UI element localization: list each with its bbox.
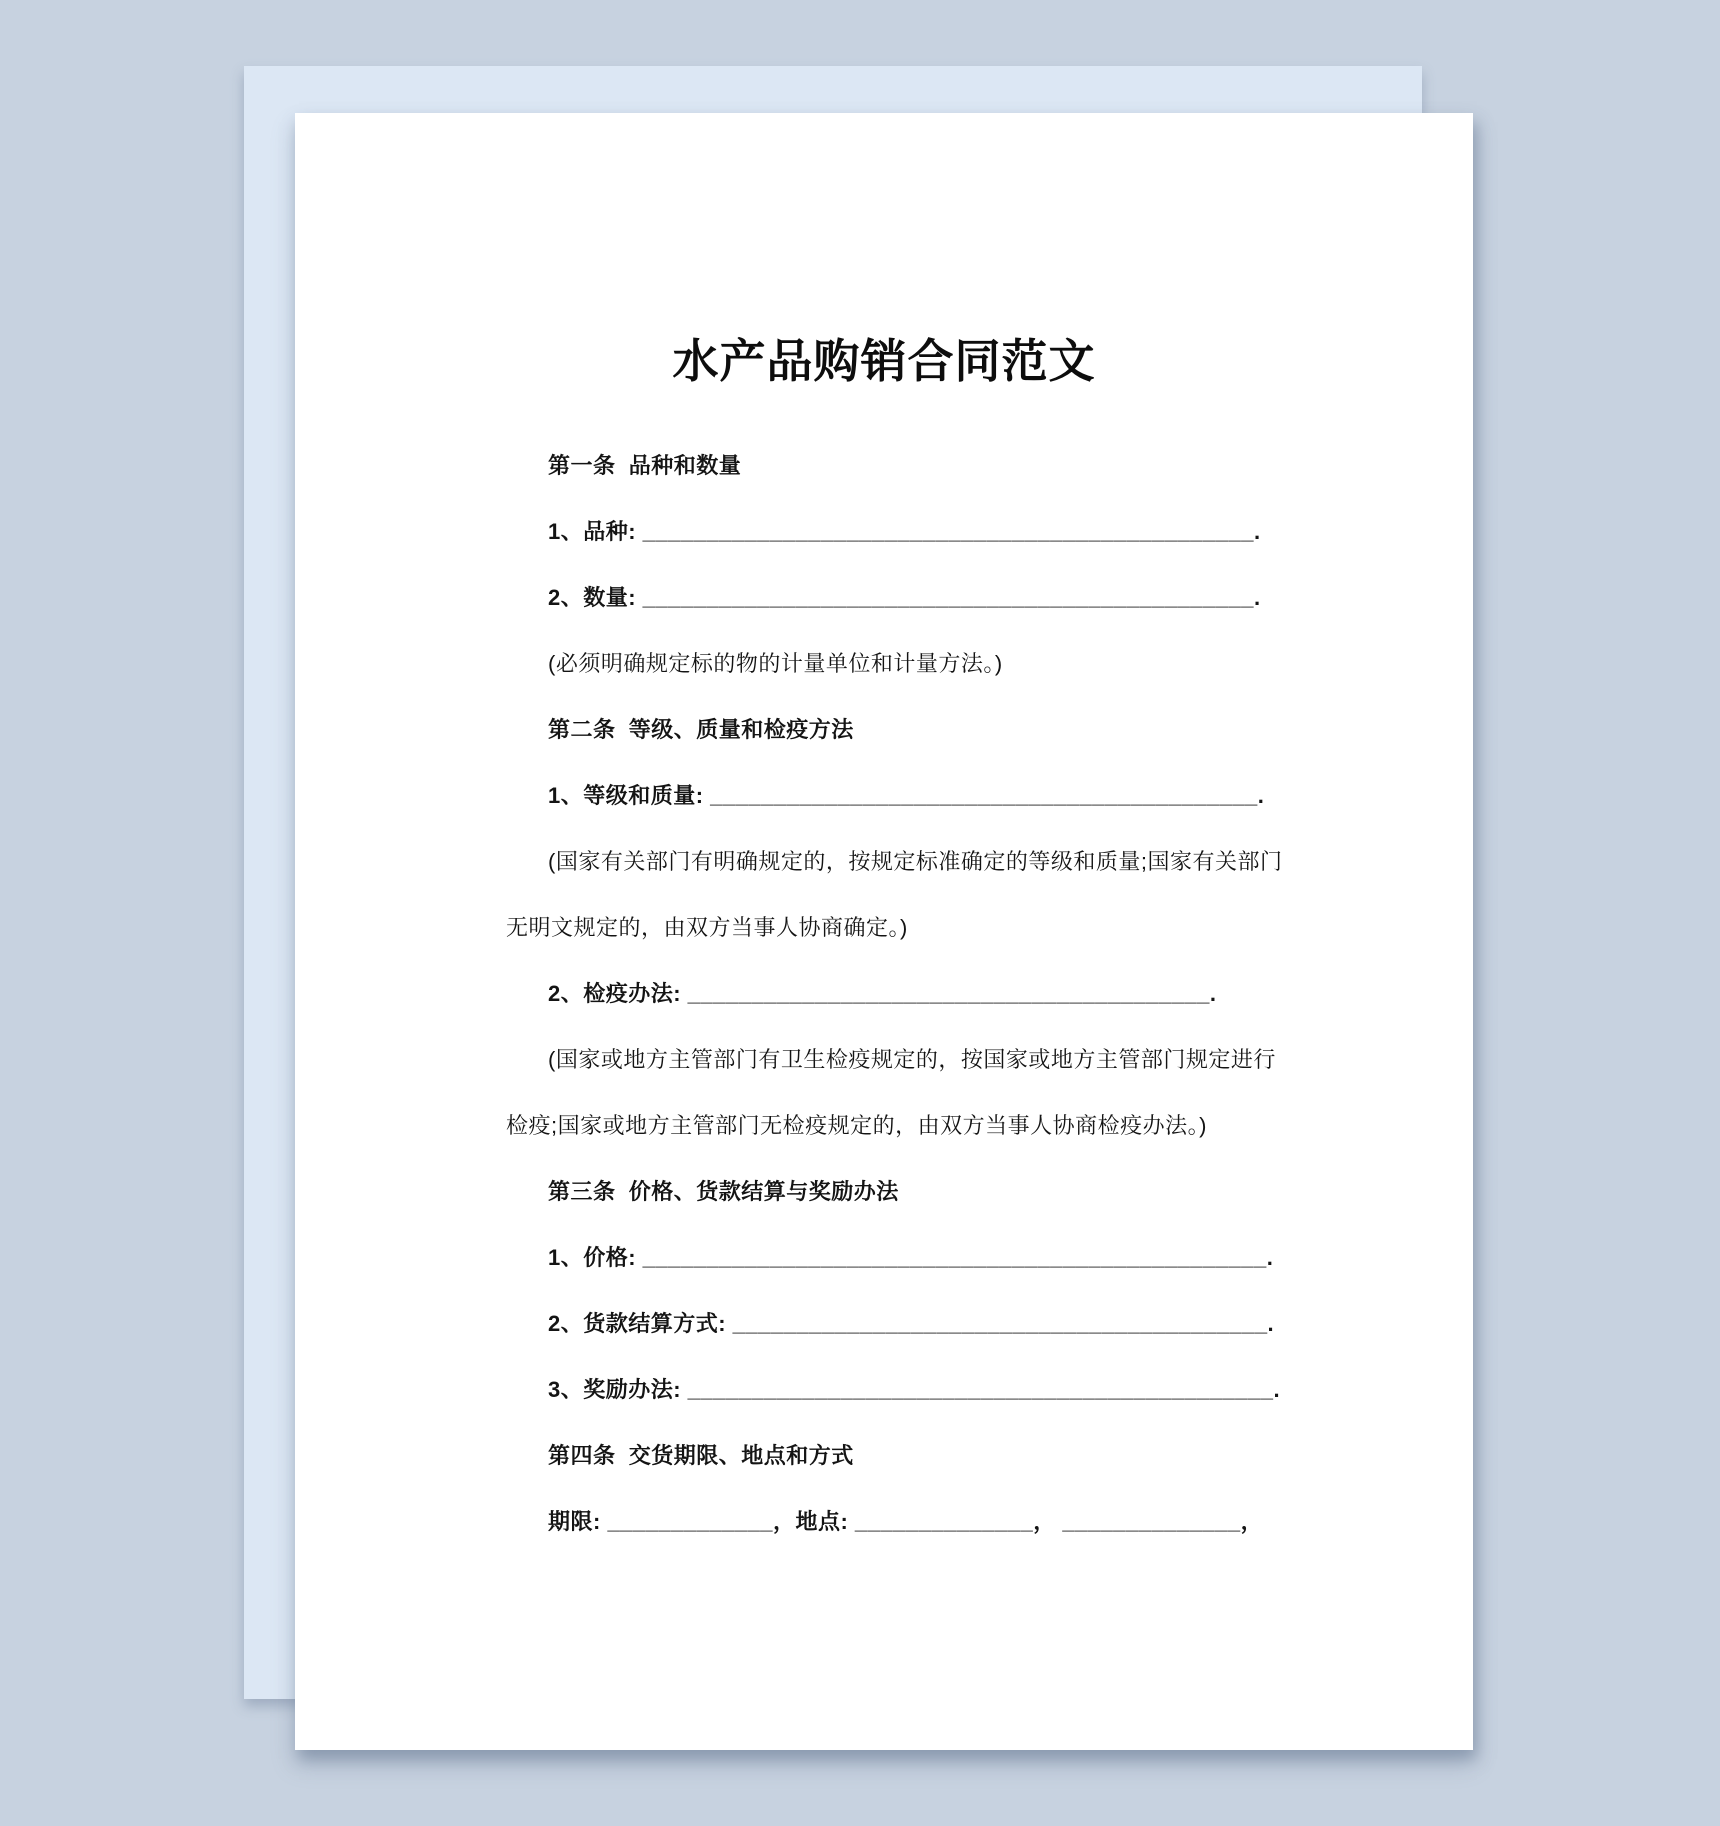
document-line: 1、价格: _________________________________________________. xyxy=(548,1245,1274,1270)
document-line: 2、检疫办法: _________________________________________. xyxy=(548,981,1217,1006)
document-line: 检疫;国家或地方主管部门无检疫规定的，由双方当事人协商检疫办法。) xyxy=(506,1113,1207,1138)
document-line: (必须明确规定标的物的计量单位和计量方法。) xyxy=(548,651,1003,676)
document-line: 3、奖励办法: ______________________________________________. xyxy=(548,1377,1281,1402)
document-line: 第一条 品种和数量 xyxy=(548,453,742,478)
document-line: (国家或地方主管部门有卫生检疫规定的，按国家或地方主管部门规定进行 xyxy=(548,1047,1276,1072)
document-line: 期限: _____________，地点: ______________， ______________， xyxy=(548,1509,1264,1534)
document-line: 第四条 交货期限、地点和方式 xyxy=(548,1443,854,1468)
document-line: 无明文规定的，由双方当事人协商确定。) xyxy=(506,915,908,940)
document-body xyxy=(506,433,1283,1555)
document-line: 第三条 价格、货款结算与奖励办法 xyxy=(548,1179,899,1204)
document-line: (国家有关部门有明确规定的，按规定标准确定的等级和质量;国家有关部门 xyxy=(548,849,1283,874)
document-line: 2、货款结算方式: __________________________________________. xyxy=(548,1311,1275,1336)
contract-page xyxy=(295,113,1473,1750)
document-line: 2、数量: ________________________________________________. xyxy=(548,585,1261,610)
document-line: 第二条 等级、质量和检疫方法 xyxy=(548,717,854,742)
document-line: 1、品种: ________________________________________________. xyxy=(548,519,1261,544)
document-title: 水产品购销合同范文 xyxy=(672,335,1096,387)
document-line: 1、等级和质量: ___________________________________________. xyxy=(548,783,1265,808)
